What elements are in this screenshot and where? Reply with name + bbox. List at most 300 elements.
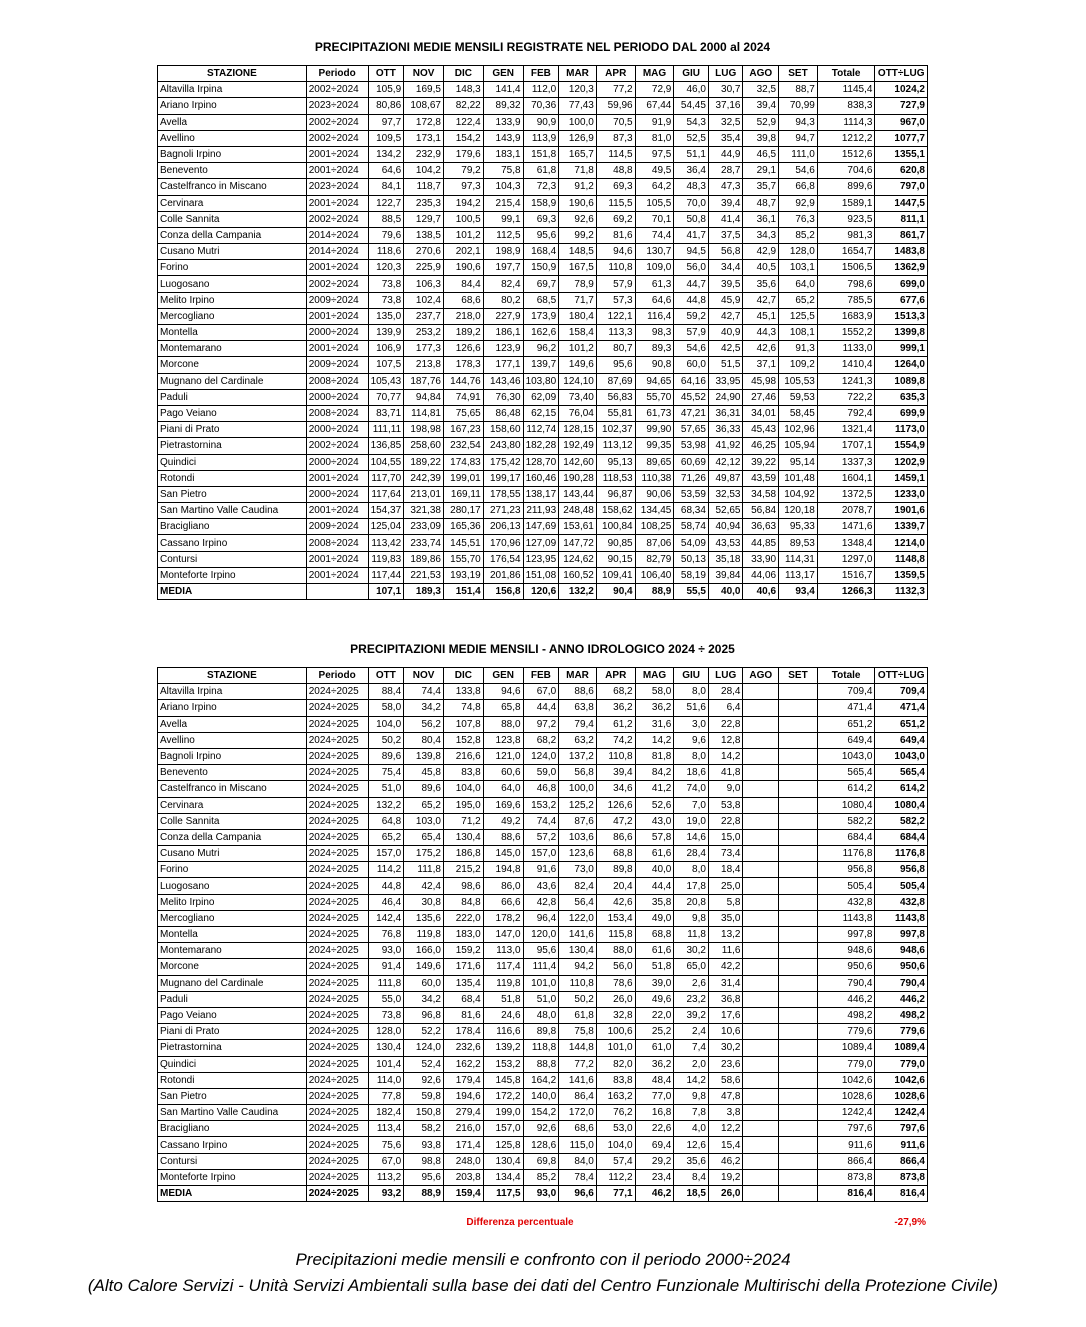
value-cell: 94,6: [596, 244, 635, 260]
value-cell: 36,2: [596, 700, 635, 716]
value-cell: 118,53: [596, 470, 635, 486]
value-cell: 189,22: [404, 454, 444, 470]
table-row: [158, 1040, 928, 1056]
column-header: MAR: [559, 668, 597, 684]
station-cell: Mugnano del Cardinale: [158, 975, 307, 991]
station-cell: Bagnoli Irpino: [158, 146, 307, 162]
value-cell: 88,9: [635, 584, 674, 600]
value-cell: 54,6: [779, 163, 818, 179]
value-cell: 111,8: [368, 975, 404, 991]
period-cell: 2014÷2024: [306, 244, 368, 260]
value-cell: 128,0: [368, 1024, 404, 1040]
value-cell: 39,84: [708, 567, 743, 583]
value-cell: 39,8: [743, 130, 779, 146]
value-cell: [743, 1088, 779, 1104]
value-cell: 65,2: [368, 829, 404, 845]
value-cell: 873,8: [817, 1169, 875, 1185]
value-cell: 103,6: [559, 829, 597, 845]
table-row: [158, 732, 928, 748]
value-cell: 106,40: [635, 567, 674, 583]
value-cell: 88,7: [779, 82, 818, 98]
value-cell: [743, 1007, 779, 1023]
value-cell: 88,6: [559, 684, 597, 700]
period-cell: 2024÷2025: [306, 878, 368, 894]
value-cell: 91,2: [559, 179, 597, 195]
value-cell: 873,8: [875, 1169, 928, 1185]
value-cell: 614,2: [817, 781, 875, 797]
value-cell: 151,4: [443, 584, 483, 600]
value-cell: 88,4: [368, 684, 404, 700]
value-cell: 102,37: [596, 422, 635, 438]
station-cell: Quindici: [158, 1056, 307, 1072]
value-cell: 44,85: [743, 535, 779, 551]
value-cell: 109,5: [368, 130, 404, 146]
value-cell: 64,2: [635, 179, 674, 195]
value-cell: 106,9: [368, 341, 404, 357]
period-cell: 2014÷2024: [306, 227, 368, 243]
value-cell: 157,0: [368, 846, 404, 862]
value-cell: 1901,6: [875, 503, 928, 519]
value-cell: 36,2: [635, 1056, 674, 1072]
station-cell: Mugnano del Cardinale: [158, 373, 307, 389]
value-cell: 167,5: [559, 260, 597, 276]
value-cell: 98,3: [635, 325, 674, 341]
period-cell: 2001÷2024: [306, 260, 368, 276]
value-cell: 54,3: [674, 114, 709, 130]
table-row: [158, 684, 928, 700]
value-cell: 151,08: [523, 567, 559, 583]
value-cell: 199,0: [483, 1105, 523, 1121]
value-cell: 147,72: [559, 535, 597, 551]
value-cell: 1513,3: [875, 308, 928, 324]
value-cell: 52,9: [743, 114, 779, 130]
value-cell: 149,6: [404, 959, 444, 975]
value-cell: 15,4: [708, 1137, 743, 1153]
station-cell: Castelfranco in Miscano: [158, 179, 307, 195]
value-cell: 89,8: [596, 862, 635, 878]
table-row: [158, 519, 928, 535]
station-cell: Luogosano: [158, 276, 307, 292]
value-cell: 635,3: [875, 389, 928, 405]
value-cell: [743, 878, 779, 894]
station-cell: San Pietro: [158, 1088, 307, 1104]
value-cell: 42,5: [708, 341, 743, 357]
value-cell: 172,0: [559, 1105, 597, 1121]
value-cell: 280,17: [443, 503, 483, 519]
value-cell: 25,0: [708, 878, 743, 894]
value-cell: 79,2: [443, 163, 483, 179]
value-cell: 157,0: [523, 846, 559, 862]
value-cell: 40,9: [708, 325, 743, 341]
value-cell: 179,6: [443, 146, 483, 162]
value-cell: 130,4: [483, 1153, 523, 1169]
value-cell: 12,8: [708, 732, 743, 748]
value-cell: 8,0: [674, 748, 709, 764]
station-cell: Montemarano: [158, 943, 307, 959]
period-cell: 2024÷2025: [306, 684, 368, 700]
value-cell: 243,80: [483, 438, 523, 454]
table-row: [158, 357, 928, 373]
period-cell: 2024÷2025: [306, 1056, 368, 1072]
value-cell: 113,2: [368, 1169, 404, 1185]
period-cell: 2008÷2024: [306, 405, 368, 421]
value-cell: 651,2: [817, 716, 875, 732]
value-cell: 271,23: [483, 503, 523, 519]
station-cell: Rotondi: [158, 470, 307, 486]
value-cell: 2,0: [674, 1056, 709, 1072]
value-cell: 1089,4: [875, 1040, 928, 1056]
table-row: [158, 260, 928, 276]
value-cell: 779,0: [817, 1056, 875, 1072]
value-cell: 65,8: [483, 700, 523, 716]
table-row: [158, 959, 928, 975]
value-cell: 117,70: [368, 470, 404, 486]
value-cell: 1337,3: [817, 454, 875, 470]
value-cell: 158,4: [559, 325, 597, 341]
station-cell: Mercogliano: [158, 910, 307, 926]
value-cell: 797,6: [817, 1121, 875, 1137]
value-cell: 69,4: [635, 1137, 674, 1153]
value-cell: 46,5: [743, 146, 779, 162]
value-cell: 68,8: [596, 846, 635, 862]
value-cell: 144,8: [559, 1040, 597, 1056]
value-cell: 60,0: [404, 975, 444, 991]
table-row: [158, 292, 928, 308]
value-cell: 47,3: [708, 179, 743, 195]
value-cell: 96,87: [596, 486, 635, 502]
value-cell: 35,6: [674, 1153, 709, 1169]
value-cell: 46,2: [708, 1153, 743, 1169]
value-cell: 55,5: [674, 584, 709, 600]
value-cell: 1132,3: [875, 584, 928, 600]
value-cell: 92,6: [523, 1121, 559, 1137]
value-cell: 50,13: [674, 551, 709, 567]
value-cell: 950,6: [875, 959, 928, 975]
value-cell: [743, 991, 779, 1007]
table-row: [158, 308, 928, 324]
value-cell: 45,8: [404, 765, 444, 781]
value-cell: 91,6: [523, 862, 559, 878]
value-cell: 92,6: [559, 211, 597, 227]
value-cell: 68,34: [674, 503, 709, 519]
table-row: [158, 975, 928, 991]
period-cell: [306, 584, 368, 600]
value-cell: 148,5: [559, 244, 597, 260]
value-cell: 64,6: [368, 163, 404, 179]
period-cell: 2024÷2025: [306, 732, 368, 748]
value-cell: 71,8: [559, 163, 597, 179]
value-cell: 199,17: [483, 470, 523, 486]
period-cell: 2024÷2025: [306, 716, 368, 732]
column-header: NOV: [404, 66, 444, 82]
value-cell: 121,0: [483, 748, 523, 764]
station-cell: Monteforte Irpino: [158, 567, 307, 583]
value-cell: 145,0: [483, 846, 523, 862]
value-cell: 143,44: [559, 486, 597, 502]
value-cell: 948,6: [817, 943, 875, 959]
value-cell: 122,4: [443, 114, 483, 130]
value-cell: [779, 732, 818, 748]
value-cell: 75,8: [559, 1024, 597, 1040]
value-cell: 91,9: [635, 114, 674, 130]
value-cell: 100,5: [443, 211, 483, 227]
value-cell: 88,6: [483, 829, 523, 845]
value-cell: 39,5: [708, 276, 743, 292]
value-cell: [743, 1153, 779, 1169]
value-cell: 76,2: [596, 1105, 635, 1121]
column-header: DIC: [443, 66, 483, 82]
value-cell: 67,0: [368, 1153, 404, 1169]
value-cell: 218,0: [443, 308, 483, 324]
value-cell: 2,6: [674, 975, 709, 991]
value-cell: [779, 862, 818, 878]
value-cell: 172,2: [483, 1088, 523, 1104]
period-cell: 2000÷2024: [306, 325, 368, 341]
value-cell: 160,46: [523, 470, 559, 486]
value-cell: [779, 991, 818, 1007]
value-cell: 135,0: [368, 308, 404, 324]
value-cell: [743, 975, 779, 991]
value-cell: 71,7: [559, 292, 597, 308]
value-cell: 50,2: [559, 991, 597, 1007]
value-cell: 194,8: [483, 862, 523, 878]
value-cell: 183,0: [443, 927, 483, 943]
value-cell: 153,61: [559, 519, 597, 535]
value-cell: 1043,0: [875, 748, 928, 764]
value-cell: 58,0: [635, 684, 674, 700]
period-cell: 2024÷2025: [306, 813, 368, 829]
value-cell: 105,9: [368, 82, 404, 98]
station-cell: Pago Veiano: [158, 1007, 307, 1023]
period-cell: 2009÷2024: [306, 357, 368, 373]
value-cell: 956,8: [817, 862, 875, 878]
station-cell: Cervinara: [158, 797, 307, 813]
value-cell: [779, 797, 818, 813]
table-row: [158, 82, 928, 98]
value-cell: 194,2: [443, 195, 483, 211]
value-cell: 26,0: [596, 991, 635, 1007]
value-cell: 321,38: [404, 503, 444, 519]
value-cell: 32,8: [596, 1007, 635, 1023]
value-cell: 113,42: [368, 535, 404, 551]
value-cell: 73,4: [708, 846, 743, 862]
value-cell: 182,28: [523, 438, 559, 454]
value-cell: 68,6: [443, 292, 483, 308]
value-cell: [779, 748, 818, 764]
value-cell: 57,4: [596, 1153, 635, 1169]
value-cell: 67,0: [523, 684, 559, 700]
value-cell: 153,2: [523, 797, 559, 813]
value-cell: 114,31: [779, 551, 818, 567]
value-cell: 87,69: [596, 373, 635, 389]
value-cell: 112,2: [596, 1169, 635, 1185]
period-cell: 2024÷2025: [306, 1153, 368, 1169]
value-cell: 48,8: [596, 163, 635, 179]
value-cell: [779, 1088, 818, 1104]
value-cell: 193,19: [443, 567, 483, 583]
value-cell: 132,2: [368, 797, 404, 813]
value-cell: 74,4: [635, 227, 674, 243]
column-header: GIU: [674, 66, 709, 82]
value-cell: 270,6: [404, 244, 444, 260]
station-cell: Rotondi: [158, 1072, 307, 1088]
value-cell: 189,3: [404, 584, 444, 600]
station-cell: Avella: [158, 716, 307, 732]
value-cell: 123,9: [483, 341, 523, 357]
value-cell: 1241,3: [817, 373, 875, 389]
value-cell: 183,1: [483, 146, 523, 162]
value-cell: 139,9: [368, 325, 404, 341]
value-cell: 198,98: [404, 422, 444, 438]
value-cell: 87,06: [635, 535, 674, 551]
value-cell: 95,6: [523, 943, 559, 959]
value-cell: 50,8: [674, 211, 709, 227]
value-cell: 49,2: [483, 813, 523, 829]
column-header: STAZIONE: [158, 668, 307, 684]
table-row: [158, 1169, 928, 1185]
table-row: [158, 1056, 928, 1072]
period-cell: 2009÷2024: [306, 519, 368, 535]
value-cell: 154,2: [523, 1105, 559, 1121]
value-cell: 126,6: [443, 341, 483, 357]
value-cell: 139,8: [404, 748, 444, 764]
value-cell: 42,6: [596, 894, 635, 910]
table-row: [158, 700, 928, 716]
value-cell: 171,4: [443, 1137, 483, 1153]
value-cell: 89,6: [368, 748, 404, 764]
value-cell: 1589,1: [817, 195, 875, 211]
value-cell: 104,0: [596, 1137, 635, 1153]
value-cell: 33,90: [743, 551, 779, 567]
table2-header-row: [158, 668, 928, 684]
value-cell: 63,2: [559, 732, 597, 748]
column-header: MAG: [635, 668, 674, 684]
value-cell: 997,8: [817, 927, 875, 943]
value-cell: 110,38: [635, 470, 674, 486]
value-cell: 582,2: [875, 813, 928, 829]
value-cell: 44,4: [523, 700, 559, 716]
value-cell: 16,8: [635, 1105, 674, 1121]
period-cell: 2002÷2024: [306, 276, 368, 292]
value-cell: 112,5: [483, 227, 523, 243]
value-cell: 36,4: [674, 163, 709, 179]
value-cell: 96,6: [559, 1186, 597, 1202]
column-header: APR: [596, 66, 635, 82]
station-cell: Cassano Irpino: [158, 535, 307, 551]
value-cell: 30,2: [674, 943, 709, 959]
value-cell: 24,90: [708, 389, 743, 405]
value-cell: 35,8: [635, 894, 674, 910]
value-cell: 154,2: [443, 130, 483, 146]
value-cell: 68,5: [523, 292, 559, 308]
value-cell: 151,8: [523, 146, 559, 162]
value-cell: 779,0: [875, 1056, 928, 1072]
value-cell: 28,4: [674, 846, 709, 862]
value-cell: 85,2: [779, 227, 818, 243]
value-cell: 7,8: [674, 1105, 709, 1121]
value-cell: 80,4: [404, 732, 444, 748]
value-cell: 811,1: [875, 211, 928, 227]
table-row: [158, 405, 928, 421]
period-cell: 2024÷2025: [306, 846, 368, 862]
value-cell: 119,8: [404, 927, 444, 943]
value-cell: 999,1: [875, 341, 928, 357]
value-cell: 98,8: [404, 1153, 444, 1169]
value-cell: 55,70: [635, 389, 674, 405]
value-cell: 779,6: [875, 1024, 928, 1040]
value-cell: 11,8: [674, 927, 709, 943]
value-cell: 56,8: [559, 765, 597, 781]
value-cell: 98,6: [443, 878, 483, 894]
column-header: OTT: [368, 66, 404, 82]
value-cell: 96,8: [404, 1007, 444, 1023]
value-cell: 97,5: [635, 146, 674, 162]
value-cell: 49,6: [635, 991, 674, 1007]
value-cell: 215,4: [483, 195, 523, 211]
value-cell: 18,6: [674, 765, 709, 781]
value-cell: 233,09: [404, 519, 444, 535]
value-cell: 31,6: [635, 716, 674, 732]
station-cell: Colle Sannita: [158, 211, 307, 227]
value-cell: [743, 943, 779, 959]
column-header: STAZIONE: [158, 66, 307, 82]
period-cell: 2024÷2025: [306, 1088, 368, 1104]
value-cell: 61,2: [596, 716, 635, 732]
value-cell: 72,3: [523, 179, 559, 195]
value-cell: 1339,7: [875, 519, 928, 535]
period-cell: 2024÷2025: [306, 700, 368, 716]
value-cell: 113,4: [368, 1121, 404, 1137]
value-cell: 1707,1: [817, 438, 875, 454]
table-row: [158, 325, 928, 341]
value-cell: 76,3: [779, 211, 818, 227]
period-cell: 2000÷2024: [306, 486, 368, 502]
value-cell: 816,4: [817, 1186, 875, 1202]
station-cell: Morcone: [158, 357, 307, 373]
value-cell: 122,7: [368, 195, 404, 211]
value-cell: 565,4: [817, 765, 875, 781]
value-cell: [779, 894, 818, 910]
value-cell: 40,5: [743, 260, 779, 276]
value-cell: 54,45: [674, 98, 709, 114]
value-cell: 97,3: [443, 179, 483, 195]
value-cell: 37,16: [708, 98, 743, 114]
value-cell: 100,0: [559, 114, 597, 130]
value-cell: 620,8: [875, 163, 928, 179]
value-cell: 132,2: [559, 584, 597, 600]
value-cell: [743, 797, 779, 813]
value-cell: 81,6: [443, 1007, 483, 1023]
period-cell: 2024÷2025: [306, 975, 368, 991]
value-cell: 1242,4: [817, 1105, 875, 1121]
value-cell: 8,0: [674, 862, 709, 878]
value-cell: 14,2: [635, 732, 674, 748]
value-cell: 56,2: [404, 716, 444, 732]
value-cell: 113,9: [523, 130, 559, 146]
value-cell: 22,8: [708, 813, 743, 829]
value-cell: [779, 878, 818, 894]
value-cell: 9,8: [674, 1088, 709, 1104]
value-cell: 13,2: [708, 927, 743, 943]
value-cell: 35,18: [708, 551, 743, 567]
value-cell: 2,4: [674, 1024, 709, 1040]
value-cell: 31,4: [708, 975, 743, 991]
value-cell: [779, 1072, 818, 1088]
station-cell: Piani di Prato: [158, 422, 307, 438]
value-cell: 6,4: [708, 700, 743, 716]
value-cell: 110,8: [559, 975, 597, 991]
table-row: [158, 341, 928, 357]
